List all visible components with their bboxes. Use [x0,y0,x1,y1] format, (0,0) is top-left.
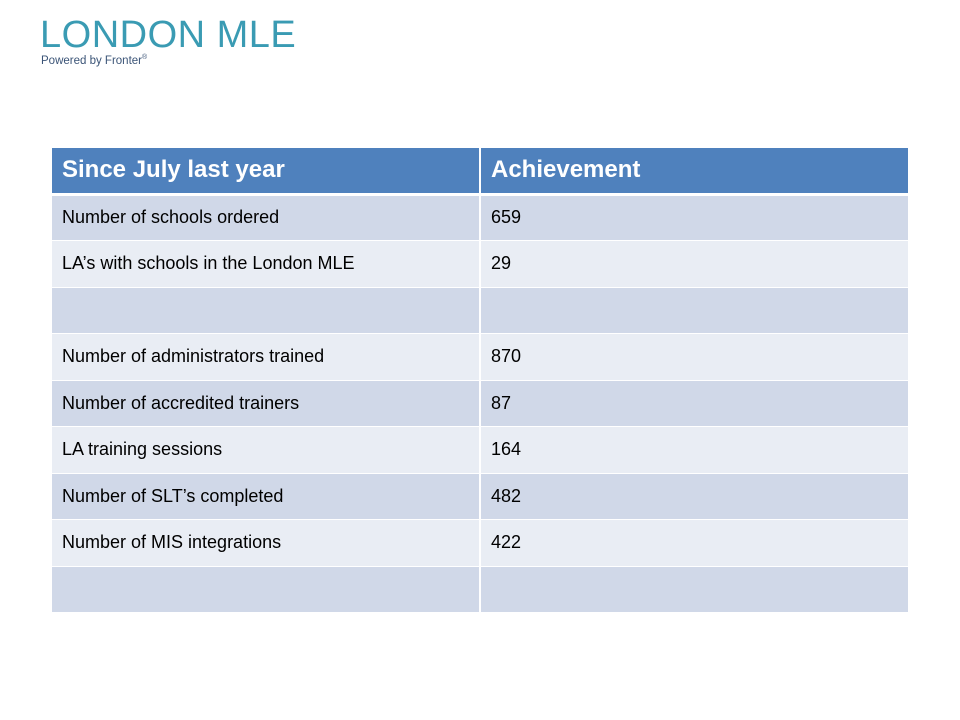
table-row [52,520,908,567]
table-row [52,287,908,334]
row-label [52,566,480,613]
logo-title: LONDON MLE [40,14,297,56]
logo-subtitle-text: Powered by Fronter [41,55,142,67]
header-achievement: Achievement [480,148,908,194]
table-row [52,566,908,613]
row-label: Number of administrators trained [52,334,480,381]
row-value: 164 [480,427,908,474]
row-label: Number of schools ordered [52,194,480,241]
table-header-row [52,148,908,194]
row-label [52,287,480,334]
table-row [52,241,908,288]
row-value [480,287,908,334]
table-row [52,334,908,381]
row-value: 422 [480,520,908,567]
row-value: 87 [480,380,908,427]
row-label: Number of accredited trainers [52,380,480,427]
header-period: Since July last year [52,148,480,194]
row-value [480,566,908,613]
row-label: Number of SLT’s completed [52,473,480,520]
row-label: Number of MIS integrations [52,520,480,567]
registered-mark: ® [142,54,148,61]
table-row [52,427,908,474]
logo-subtitle [41,54,147,68]
row-label: LA’s with schools in the London MLE [52,241,480,288]
row-value: 482 [480,473,908,520]
london-mle-logo [40,14,340,74]
table-row [52,194,908,241]
row-label: LA training sessions [52,427,480,474]
row-value: 29 [480,241,908,288]
table-row [52,380,908,427]
row-value: 870 [480,334,908,381]
table-row [52,473,908,520]
achievement-table [52,148,908,613]
row-value: 659 [480,194,908,241]
